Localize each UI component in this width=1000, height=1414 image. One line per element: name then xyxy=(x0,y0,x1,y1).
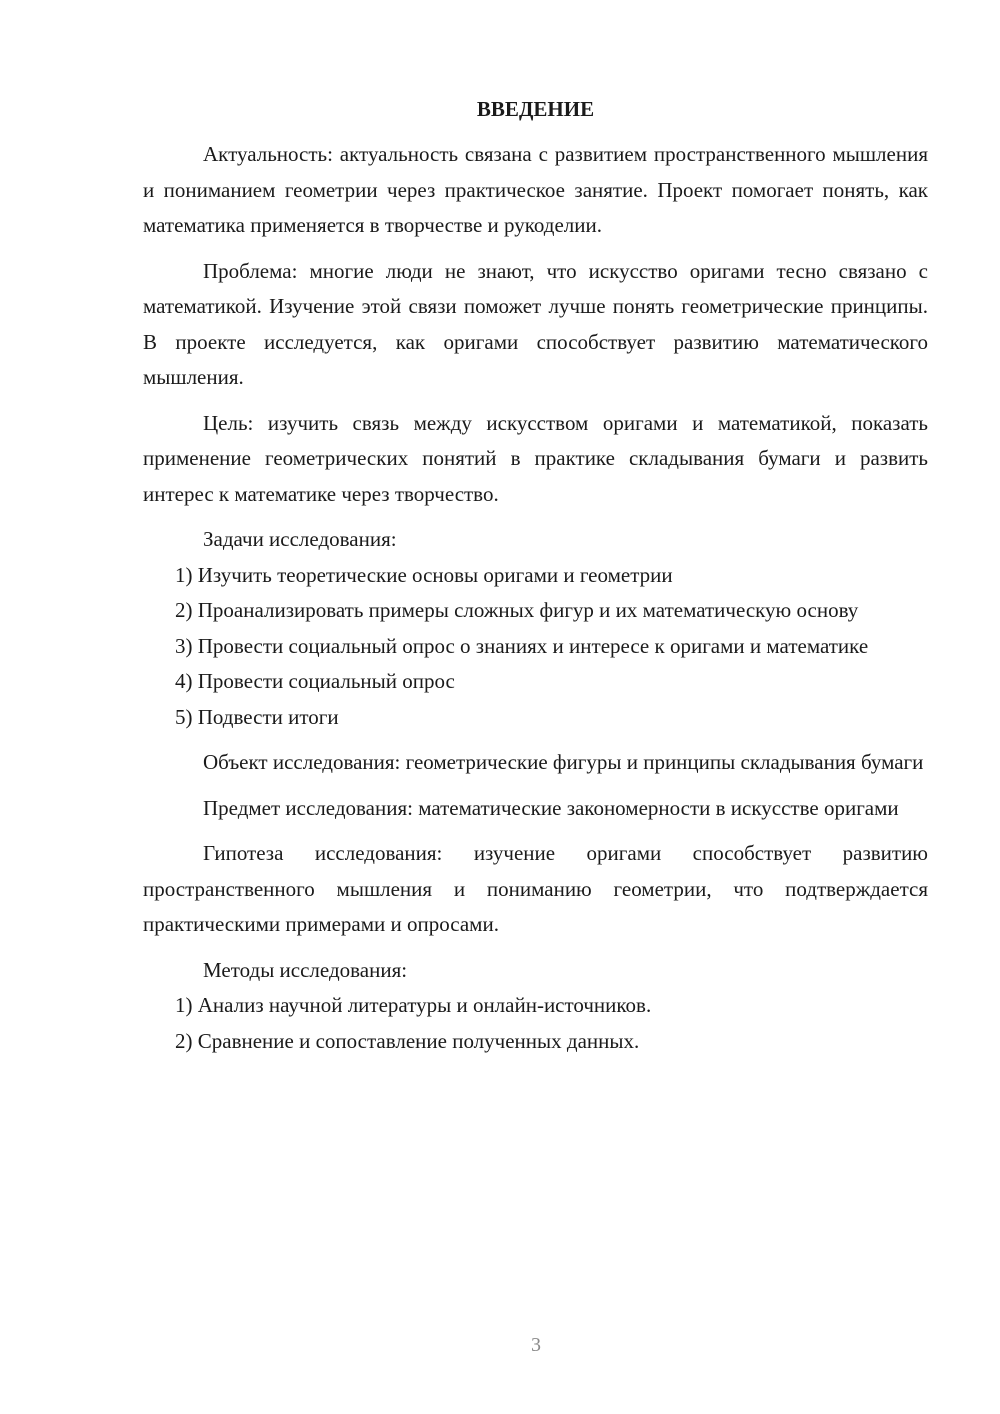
relevance-paragraph: Актуальность: актуальность связана с развитием пространственного мышления и пониманием геометрии через практическое занятие. Проект помогает понять, как математика применяется в творчестве и рукоделии. xyxy=(143,142,928,237)
subject-paragraph: Предмет исследования: математические закономерности в искусстве оригами xyxy=(203,795,899,820)
page-number: 3 xyxy=(531,1334,541,1356)
goal-paragraph: Цель: изучить связь между искусством оригами и математикой, показать применение геометрических понятий в практике складывания бумаги и развить интерес к математике через творчество. xyxy=(143,410,928,506)
object-paragraph: Объект исследования: геометрические фигуры и принципы складывания бумаги xyxy=(203,750,924,774)
methods-title: Методы исследования: xyxy=(203,957,408,982)
tasks-title: Задачи исследования: xyxy=(203,527,397,551)
section-heading: ВВЕДЕНИЕ xyxy=(476,97,595,121)
method-item: 2) Сравнение и сопоставление полученных данных. xyxy=(175,1028,640,1053)
task-item: 1) Изучить теоретические основы оригами и геометрии xyxy=(175,562,673,587)
task-item: 5) Подвести итоги xyxy=(175,704,339,729)
task-item: 3) Провести социальный опрос о знаниях и интересе к оригами и математике xyxy=(175,633,869,658)
document-page xyxy=(143,92,928,1059)
task-item: 2) Проанализировать примеры сложных фигур и их математическую основу xyxy=(175,598,859,622)
hypothesis-paragraph: Гипотеза исследования: изучение оригами способствует развитию пространственного мышления и пониманию геометрии, что подтверждается практическими примерами и опросами. xyxy=(143,841,928,936)
method-item: 1) Анализ научной литературы и онлайн-источников. xyxy=(175,993,652,1017)
problem-paragraph: Проблема: многие люди не знают, что искусство оригами тесно связано с математикой. Изучение этой связи поможет лучше понять геометрические принципы. В проекте исследуется, как оригами способствует развитию математического мышления. xyxy=(143,258,928,389)
task-item: 4) Провести социальный опрос xyxy=(175,669,455,693)
